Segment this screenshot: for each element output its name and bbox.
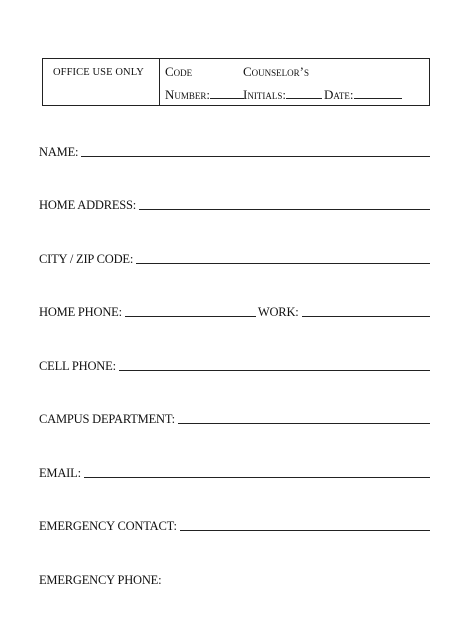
home-address-field-line[interactable] <box>139 209 430 210</box>
campus-department-row <box>39 408 430 426</box>
home-phone-label: HOME PHONE: <box>39 305 122 319</box>
date-label <box>324 87 402 103</box>
office-box-divider <box>159 59 160 105</box>
home-address-row <box>39 194 430 212</box>
email-label: EMAIL: <box>39 466 81 480</box>
name-label: NAME: <box>39 145 79 159</box>
name-field-line[interactable] <box>81 156 430 157</box>
home-phone-field-line[interactable] <box>125 316 256 317</box>
code-label: Code <box>165 64 193 79</box>
work-phone-field-line[interactable] <box>302 316 430 317</box>
work-label: WORK: <box>257 305 299 319</box>
emergency-contact-field-line[interactable] <box>180 530 430 531</box>
date-blank[interactable] <box>354 98 402 99</box>
phone-row <box>39 301 430 319</box>
office-use-box <box>42 58 430 106</box>
cell-phone-field-line[interactable] <box>119 370 430 371</box>
emergency-phone-row <box>39 569 430 587</box>
counselor-label: Counselor’s <box>243 64 310 79</box>
office-use-label: OFFICE USE ONLY <box>53 67 144 78</box>
initials-label <box>243 87 322 103</box>
number-label-text: Number: <box>165 87 211 102</box>
campus-department-field-line[interactable] <box>178 423 430 424</box>
initials-blank[interactable] <box>286 98 322 99</box>
cell-phone-label: CELL PHONE: <box>39 359 116 373</box>
campus-department-label: CAMPUS DEPARTMENT: <box>39 412 175 426</box>
email-field-line[interactable] <box>84 477 430 478</box>
emergency-contact-row <box>39 515 430 533</box>
date-label-text: Date: <box>324 87 354 102</box>
emergency-contact-label: EMERGENCY CONTACT: <box>39 519 177 533</box>
emergency-phone-label: EMERGENCY PHONE: <box>39 573 162 587</box>
number-blank[interactable] <box>210 98 244 99</box>
number-label <box>165 87 244 103</box>
name-row <box>39 141 430 159</box>
cell-phone-row <box>39 355 430 373</box>
city-zip-row <box>39 248 430 266</box>
city-zip-field-line[interactable] <box>136 263 430 264</box>
initials-label-text: Initials: <box>243 87 286 102</box>
city-zip-label: CITY / ZIP CODE: <box>39 252 134 266</box>
email-row <box>39 462 430 480</box>
home-address-label: HOME ADDRESS: <box>39 198 137 212</box>
